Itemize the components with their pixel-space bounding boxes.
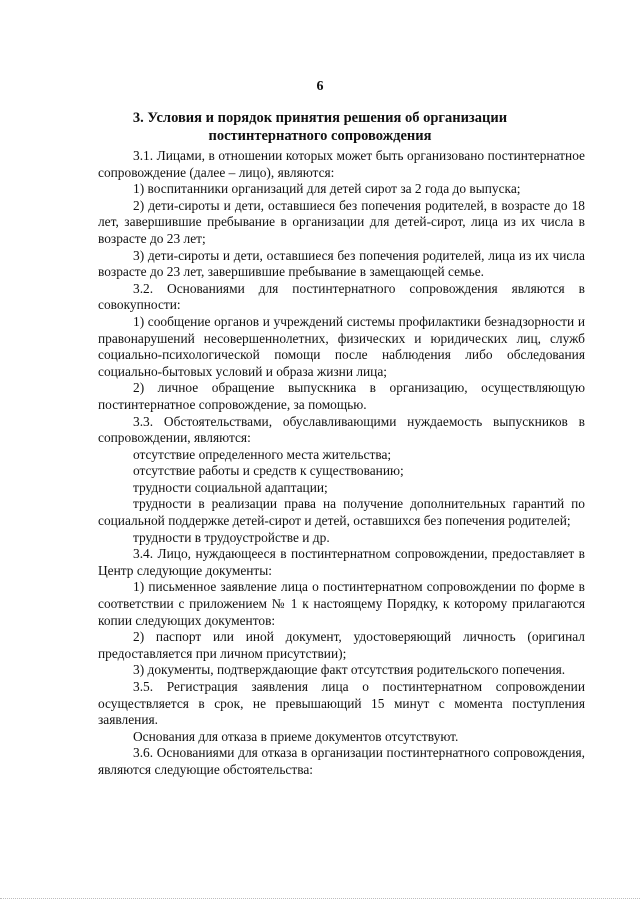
paragraph-3-2: 3.2. Основаниями для постинтернатного сопровождения являются в совокупности: — [98, 280, 585, 313]
list-item: отсутствие определенного места жительства; — [133, 446, 392, 462]
paragraph-3-1: 3.1. Лицами, в отношении которых может быть организовано постинтернатное сопровождение (далее – лицо), являются: — [98, 148, 585, 180]
paragraph-3-6: 3.6. Основаниями для отказа в организации постинтернатного сопровождения, являются следующие обстоятельства: — [98, 745, 585, 777]
list-item: 1) сообщение органов и учреждений системы профилактики безнадзорности и правонарушений несовершеннолетних, физических и юридических лиц, служб социально-психологической помощи после наблюдения либо обследования социально-бытовых условий и образа жизни лица; — [98, 313, 585, 379]
list-item: трудности в реализации права на получение дополнительных гарантий по социальной поддержке детей-сирот и детей, оставшихся без попечения родителей; — [98, 496, 585, 529]
list-item: 2) паспорт или иной документ, удостоверяющий личность (оригинал предоставляется при личном присутствии); — [98, 629, 585, 661]
paragraph-3-5: 3.5. Регистрация заявления лица о постинтернатном сопровождении осуществляется в срок, не превышающий 15 минут с момента поступления заявления. — [98, 679, 585, 728]
document-body — [98, 148, 585, 779]
list-item: 1) письменное заявление лица о постинтернатном сопровождении по форме в соответствии с приложением № 1 к настоящему Порядку, к которому прилагаются копии следующих документов: — [98, 579, 585, 628]
scan-edge-divider — [0, 898, 640, 901]
paragraph-no-refusal: Основания для отказа в приеме документов отсутствуют. — [133, 728, 459, 744]
page-number: 6 — [316, 79, 324, 94]
list-item: 1) воспитанники организаций для детей сирот за 2 года до выпуска; — [133, 181, 521, 197]
paragraph-3-4: 3.4. Лицо, нуждающееся в постинтернатном сопровождении, предоставляет в Центр следующие документы: — [98, 546, 585, 578]
list-item: 3) документы, подтверждающие факт отсутствия родительского попечения. — [133, 662, 566, 678]
section-title-line-2: постинтернатного сопровождения — [208, 128, 432, 144]
list-item: 3) дети-сироты и дети, оставшиеся без попечения родителей, лица из их числа возрасте до 23 лет, завершившие пребывание в замещающей семье. — [98, 247, 585, 280]
section-title-line-1: 3. Условия и порядок принятия решения об организации — [132, 110, 508, 126]
section-title — [0, 109, 640, 145]
list-item: 2) личное обращение выпускника в организацию, осуществляющую постинтернатное сопровождение, за помощью. — [98, 380, 585, 412]
list-item: 2) дети-сироты и дети, оставшиеся без попечения родителей, в возрасте до 18 лет, завершившие пребывание в организации для детей-сирот, лица из их числа в возрасте до 23 лет; — [98, 197, 585, 246]
list-item: трудности в трудоустройстве и др. — [133, 529, 330, 545]
list-item: трудности социальной адаптации; — [133, 479, 328, 495]
paragraph-3-3: 3.3. Обстоятельствами, обуславливающими нуждаемость выпускников в сопровождении, являются: — [98, 413, 585, 446]
list-item: отсутствие работы и средств к существованию; — [133, 463, 404, 479]
